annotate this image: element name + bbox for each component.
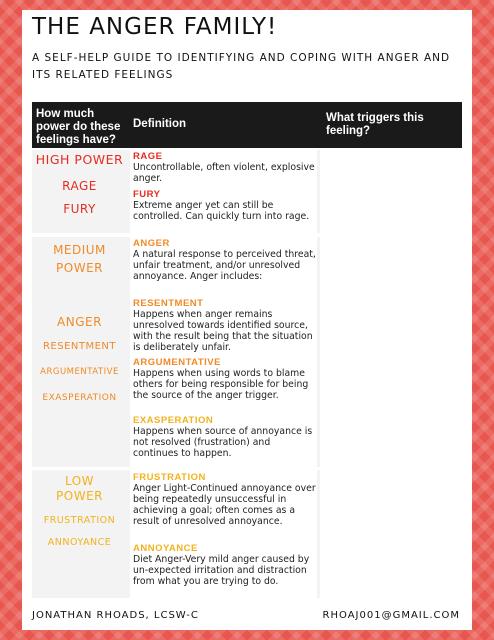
medium-definition-column: [127, 237, 320, 467]
high-power-section: [32, 150, 462, 233]
high-triggers-cell[interactable]: [320, 150, 462, 233]
definition-text: Happens when anger remains unresolved towards identified source, with the result being that the situation is deliberately unfair.: [133, 309, 313, 353]
definition-name: FRUSTRATION: [133, 472, 206, 483]
definition-name: RAGE: [133, 151, 163, 162]
power-item-frustration: FRUSTRATION: [43, 515, 116, 526]
low-power-column: [32, 470, 127, 598]
header-definition: Definition: [133, 118, 187, 130]
high-definition-column: [127, 150, 320, 233]
page-title: THE ANGER FAMILY!: [32, 14, 278, 40]
low-power-heading-line1: LOW: [64, 474, 95, 488]
definition-exasperation: [133, 415, 318, 459]
definition-text: Happens when source of annoyance is not resolved (frustration) and continues to happen.: [133, 426, 313, 459]
definition-anger: [133, 238, 318, 282]
power-item-fury: FURY: [63, 202, 96, 216]
author-email: RHOAJ001@GMAIL.COM: [322, 610, 460, 621]
power-item-exasperation: EXASPERATION: [42, 393, 117, 403]
definition-text: Diet Anger-Very mild anger caused by un-expected irritation and distraction from what you are trying to do.: [133, 554, 310, 587]
author-credit: JONATHAN RHOADS, LCSW-C: [32, 610, 199, 621]
power-item-rage: RAGE: [62, 179, 97, 193]
definition-text: A natural response to perceived threat, unfair treatment, and/or unresolved annoyance. Anger includes:: [133, 249, 316, 282]
definition-argumentative: [133, 357, 318, 401]
definition-text: Anger Light-Continued annoyance over being repeatedly unsuccessful in achieving a goal; often comes as a result of unresolved annoyance.: [133, 483, 316, 527]
power-item-resentment: RESENTMENT: [42, 341, 117, 352]
definition-fury: [133, 189, 318, 222]
low-triggers-cell[interactable]: [320, 470, 462, 598]
definition-name: RESENTMENT: [133, 298, 204, 309]
power-item-anger: ANGER: [57, 315, 102, 329]
definition-name: ANGER: [133, 238, 170, 249]
low-definition-column: [127, 470, 320, 598]
definition-rage: [133, 151, 318, 184]
page-subtitle: A SELF-HELP GUIDE TO IDENTIFYING AND COPING WITH ANGER AND ITS RELATED FEELINGS: [32, 52, 451, 81]
definition-text: Happens when using words to blame others for being responsible for being the source of the anger trigger.: [133, 368, 309, 401]
medium-triggers-cell[interactable]: [320, 237, 462, 467]
low-power-heading-line2: POWER: [56, 489, 103, 503]
medium-power-heading-line2: POWER: [56, 261, 103, 275]
definition-resentment: [133, 298, 318, 353]
definition-frustration: [133, 472, 318, 527]
header-power: How much power do these feelings have?: [36, 108, 121, 146]
definition-name: ANNOYANCE: [133, 543, 198, 554]
high-power-heading: HIGH POWER: [35, 152, 124, 167]
high-power-column: [32, 150, 127, 233]
table-header: [32, 102, 462, 148]
medium-power-column: [32, 237, 127, 467]
medium-power-section: [32, 237, 462, 467]
medium-power-heading-line1: MEDIUM: [53, 243, 106, 257]
power-item-annoyance: ANNOYANCE: [47, 537, 112, 548]
low-power-section: [32, 470, 462, 598]
definition-name: FURY: [133, 189, 161, 200]
definition-text: Extreme anger yet can still be controlled. Can quickly turn into rage.: [133, 200, 310, 222]
definition-annoyance: [133, 543, 318, 587]
definition-name: ARGUMENTATIVE: [133, 357, 221, 368]
definition-name: EXASPERATION: [133, 415, 214, 426]
header-triggers: What triggers this feeling?: [326, 112, 424, 137]
worksheet-page: [22, 10, 472, 630]
definition-text: Uncontrollable, often violent, explosive anger.: [133, 162, 315, 184]
power-item-argumentative: ARGUMENTATIVE: [40, 367, 119, 377]
